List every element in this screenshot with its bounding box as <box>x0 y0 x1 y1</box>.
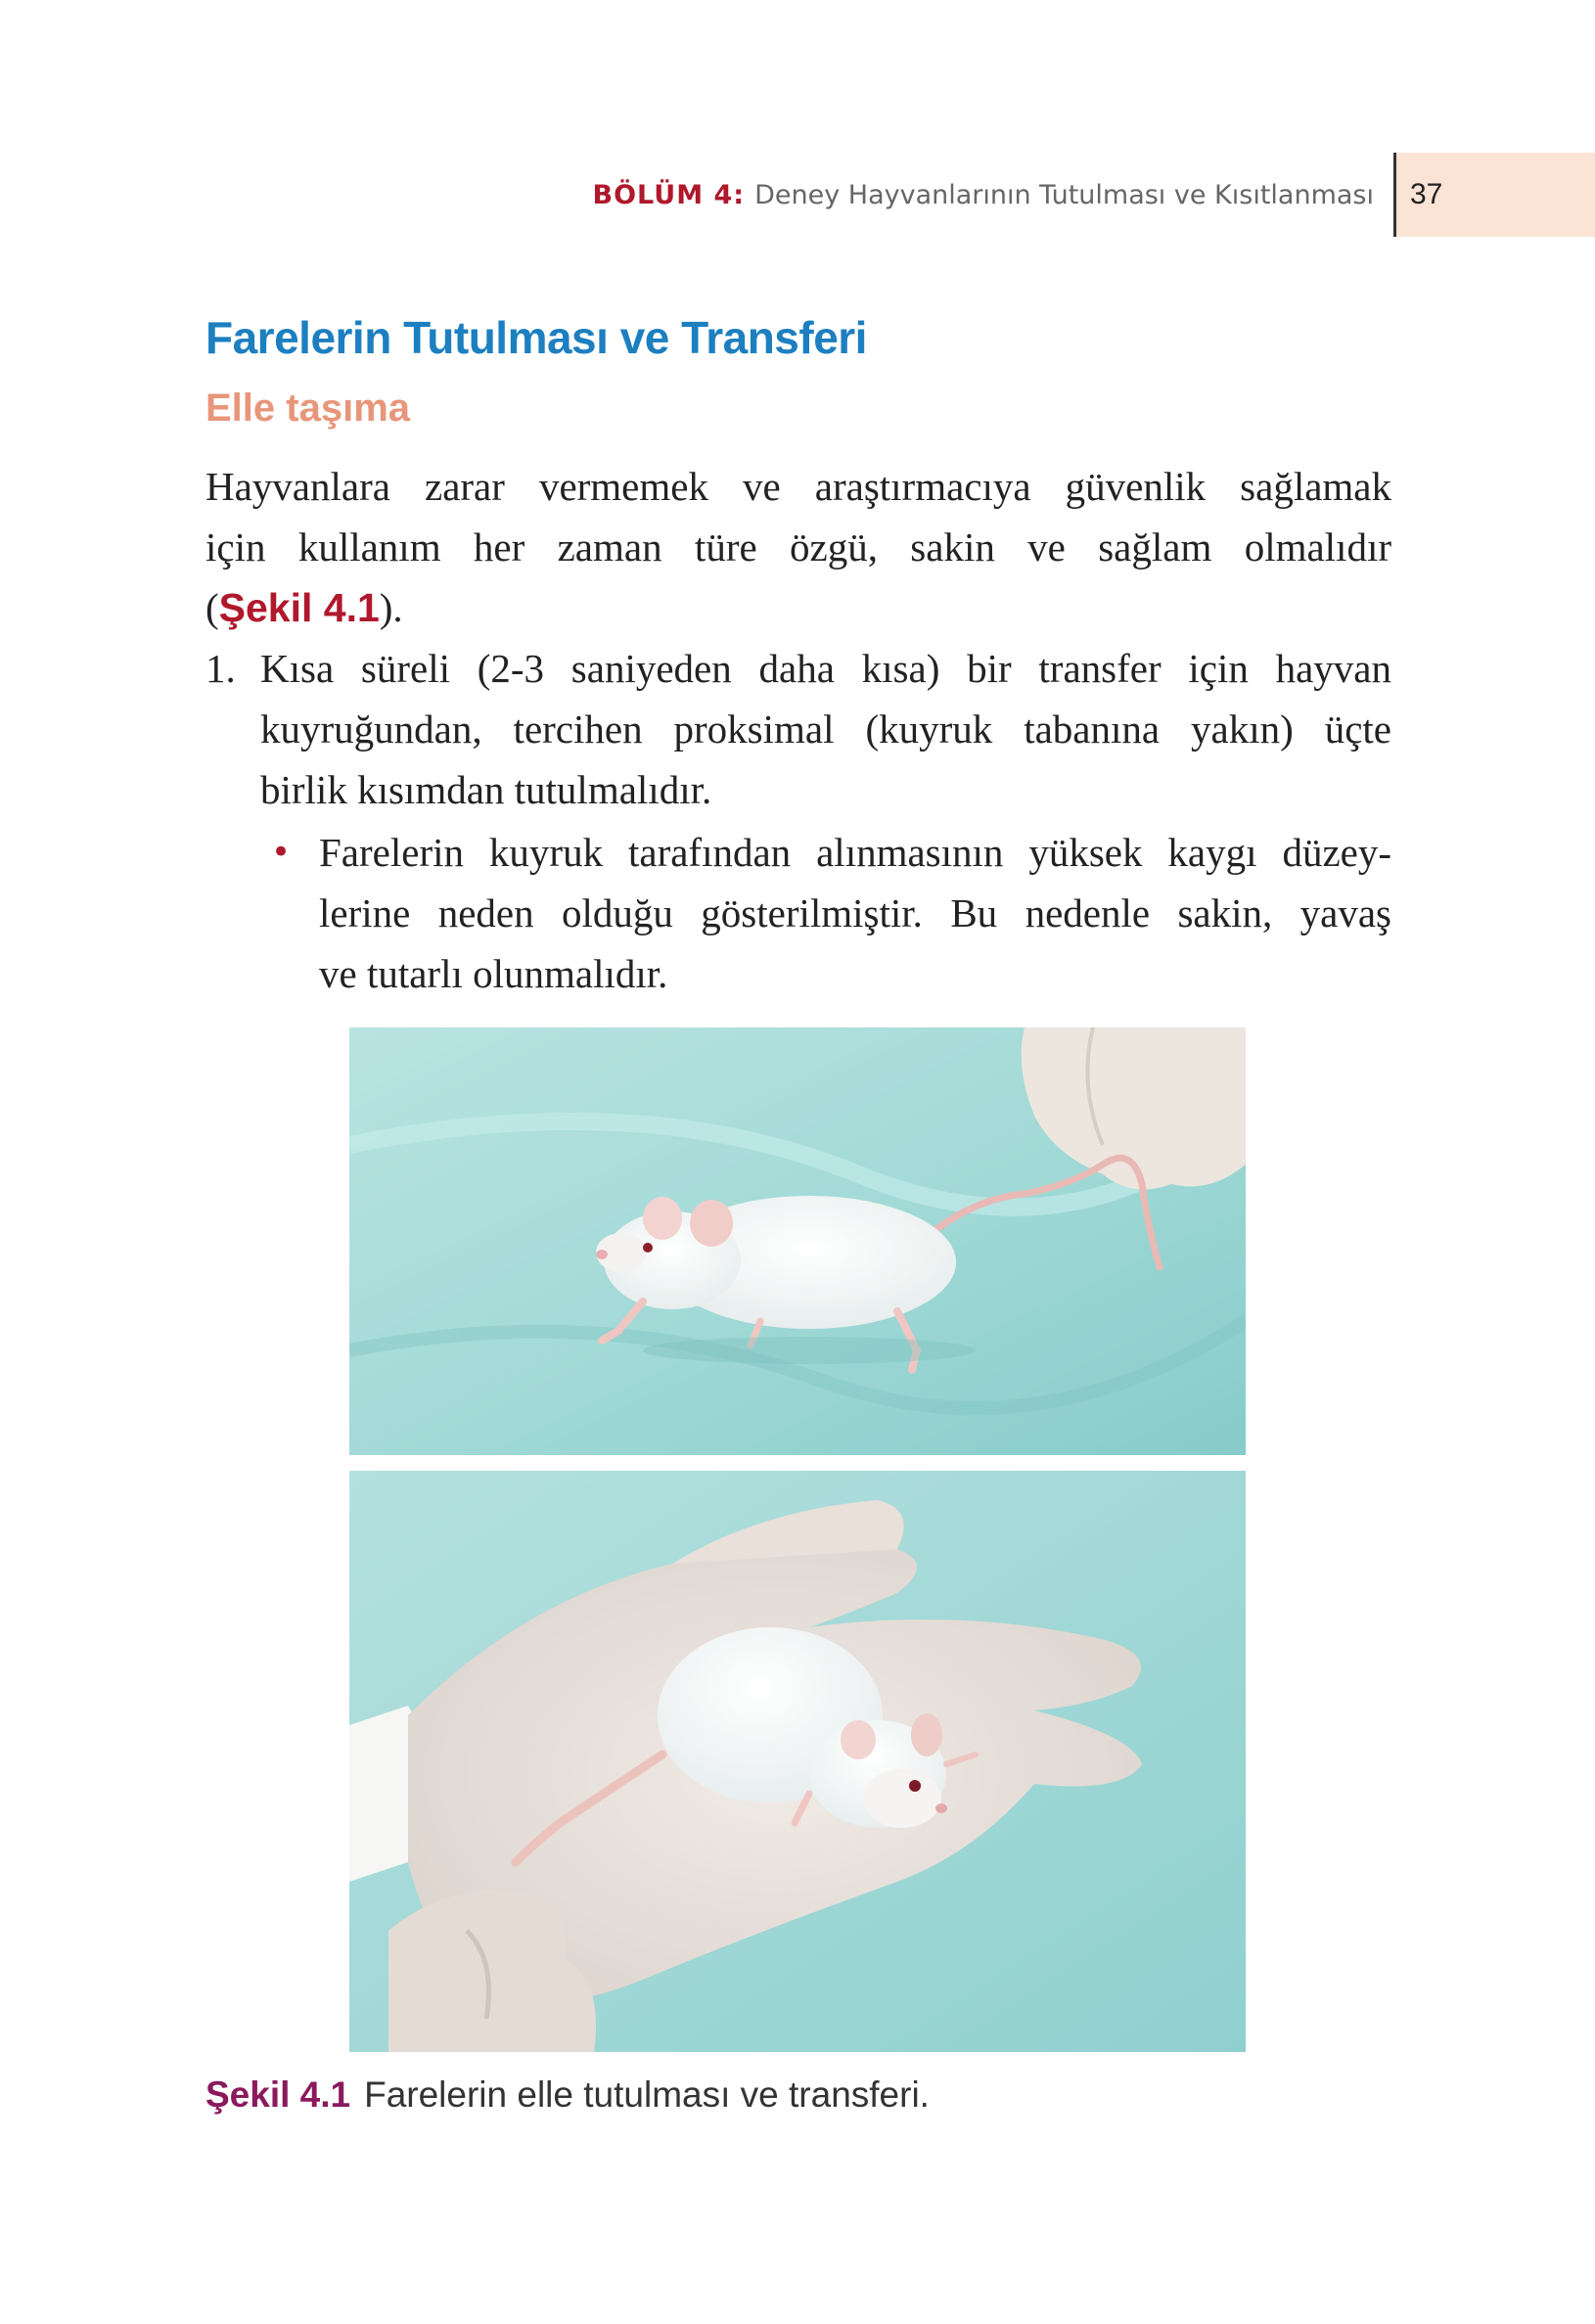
page-number-tab <box>1396 153 1595 237</box>
paragraph-line: için kullanım her zaman türe özgü, sakin ve sağlam olmalıdır <box>205 524 1391 570</box>
figure-label: Şekil 4.1 <box>205 2074 351 2115</box>
figure-reference-link[interactable]: Şekil 4.1 <box>218 585 380 630</box>
ref-open: ( <box>205 585 219 630</box>
bullet-list-item <box>205 822 1391 1004</box>
bullet-item-line: lerine neden olduğu gösterilmiştir. Bu nedenle sakin, yavaş <box>319 890 1391 935</box>
bullet-item-text <box>319 822 1391 1004</box>
bullet-item-line: ve tutarlı olunmalıdır. <box>319 951 668 996</box>
paragraph-line <box>205 577 1391 638</box>
paragraph-line: Hayvanlara zarar vermemek ve araştırmacıya güvenlik sağlamak <box>205 464 1391 509</box>
section-heading: Farelerin Tutulması ve Transferi <box>205 312 867 363</box>
chapter-title: Deney Hayvanlarının Tutulması ve Kısıtlanması <box>754 179 1374 210</box>
chapter-label: BÖLÜM 4: <box>592 179 746 210</box>
sub-heading: Elle taşıma <box>205 387 411 430</box>
bullet-item-line: Farelerin kuyruk tarafından alınmasının yüksek kaygı düzey- <box>319 830 1391 875</box>
ref-close: ). <box>379 585 403 630</box>
running-header <box>0 153 1393 237</box>
list-item-line: kuyruğundan, tercihen proksimal (kuyruk tabanına yakın) üçte <box>260 706 1391 752</box>
list-item-text <box>260 638 1391 820</box>
list-number: 1. <box>205 646 236 691</box>
body-paragraph <box>205 456 1391 638</box>
figure-photo-palm-hold <box>349 1471 1246 2052</box>
list-item-line: birlik kısımdan tutulmalıdır. <box>260 767 712 812</box>
figure-caption <box>205 2074 930 2116</box>
figure-photo-tail-hold <box>349 1027 1246 1455</box>
figure-caption-text: Farelerin elle tutulması ve transferi. <box>364 2074 930 2115</box>
page-number: 37 <box>1410 178 1443 210</box>
numbered-list-item <box>205 638 1391 820</box>
list-item-line: Kısa süreli (2-3 saniyeden daha kısa) bir transfer için hayvan <box>260 646 1391 691</box>
bullet-icon: • <box>271 833 292 872</box>
